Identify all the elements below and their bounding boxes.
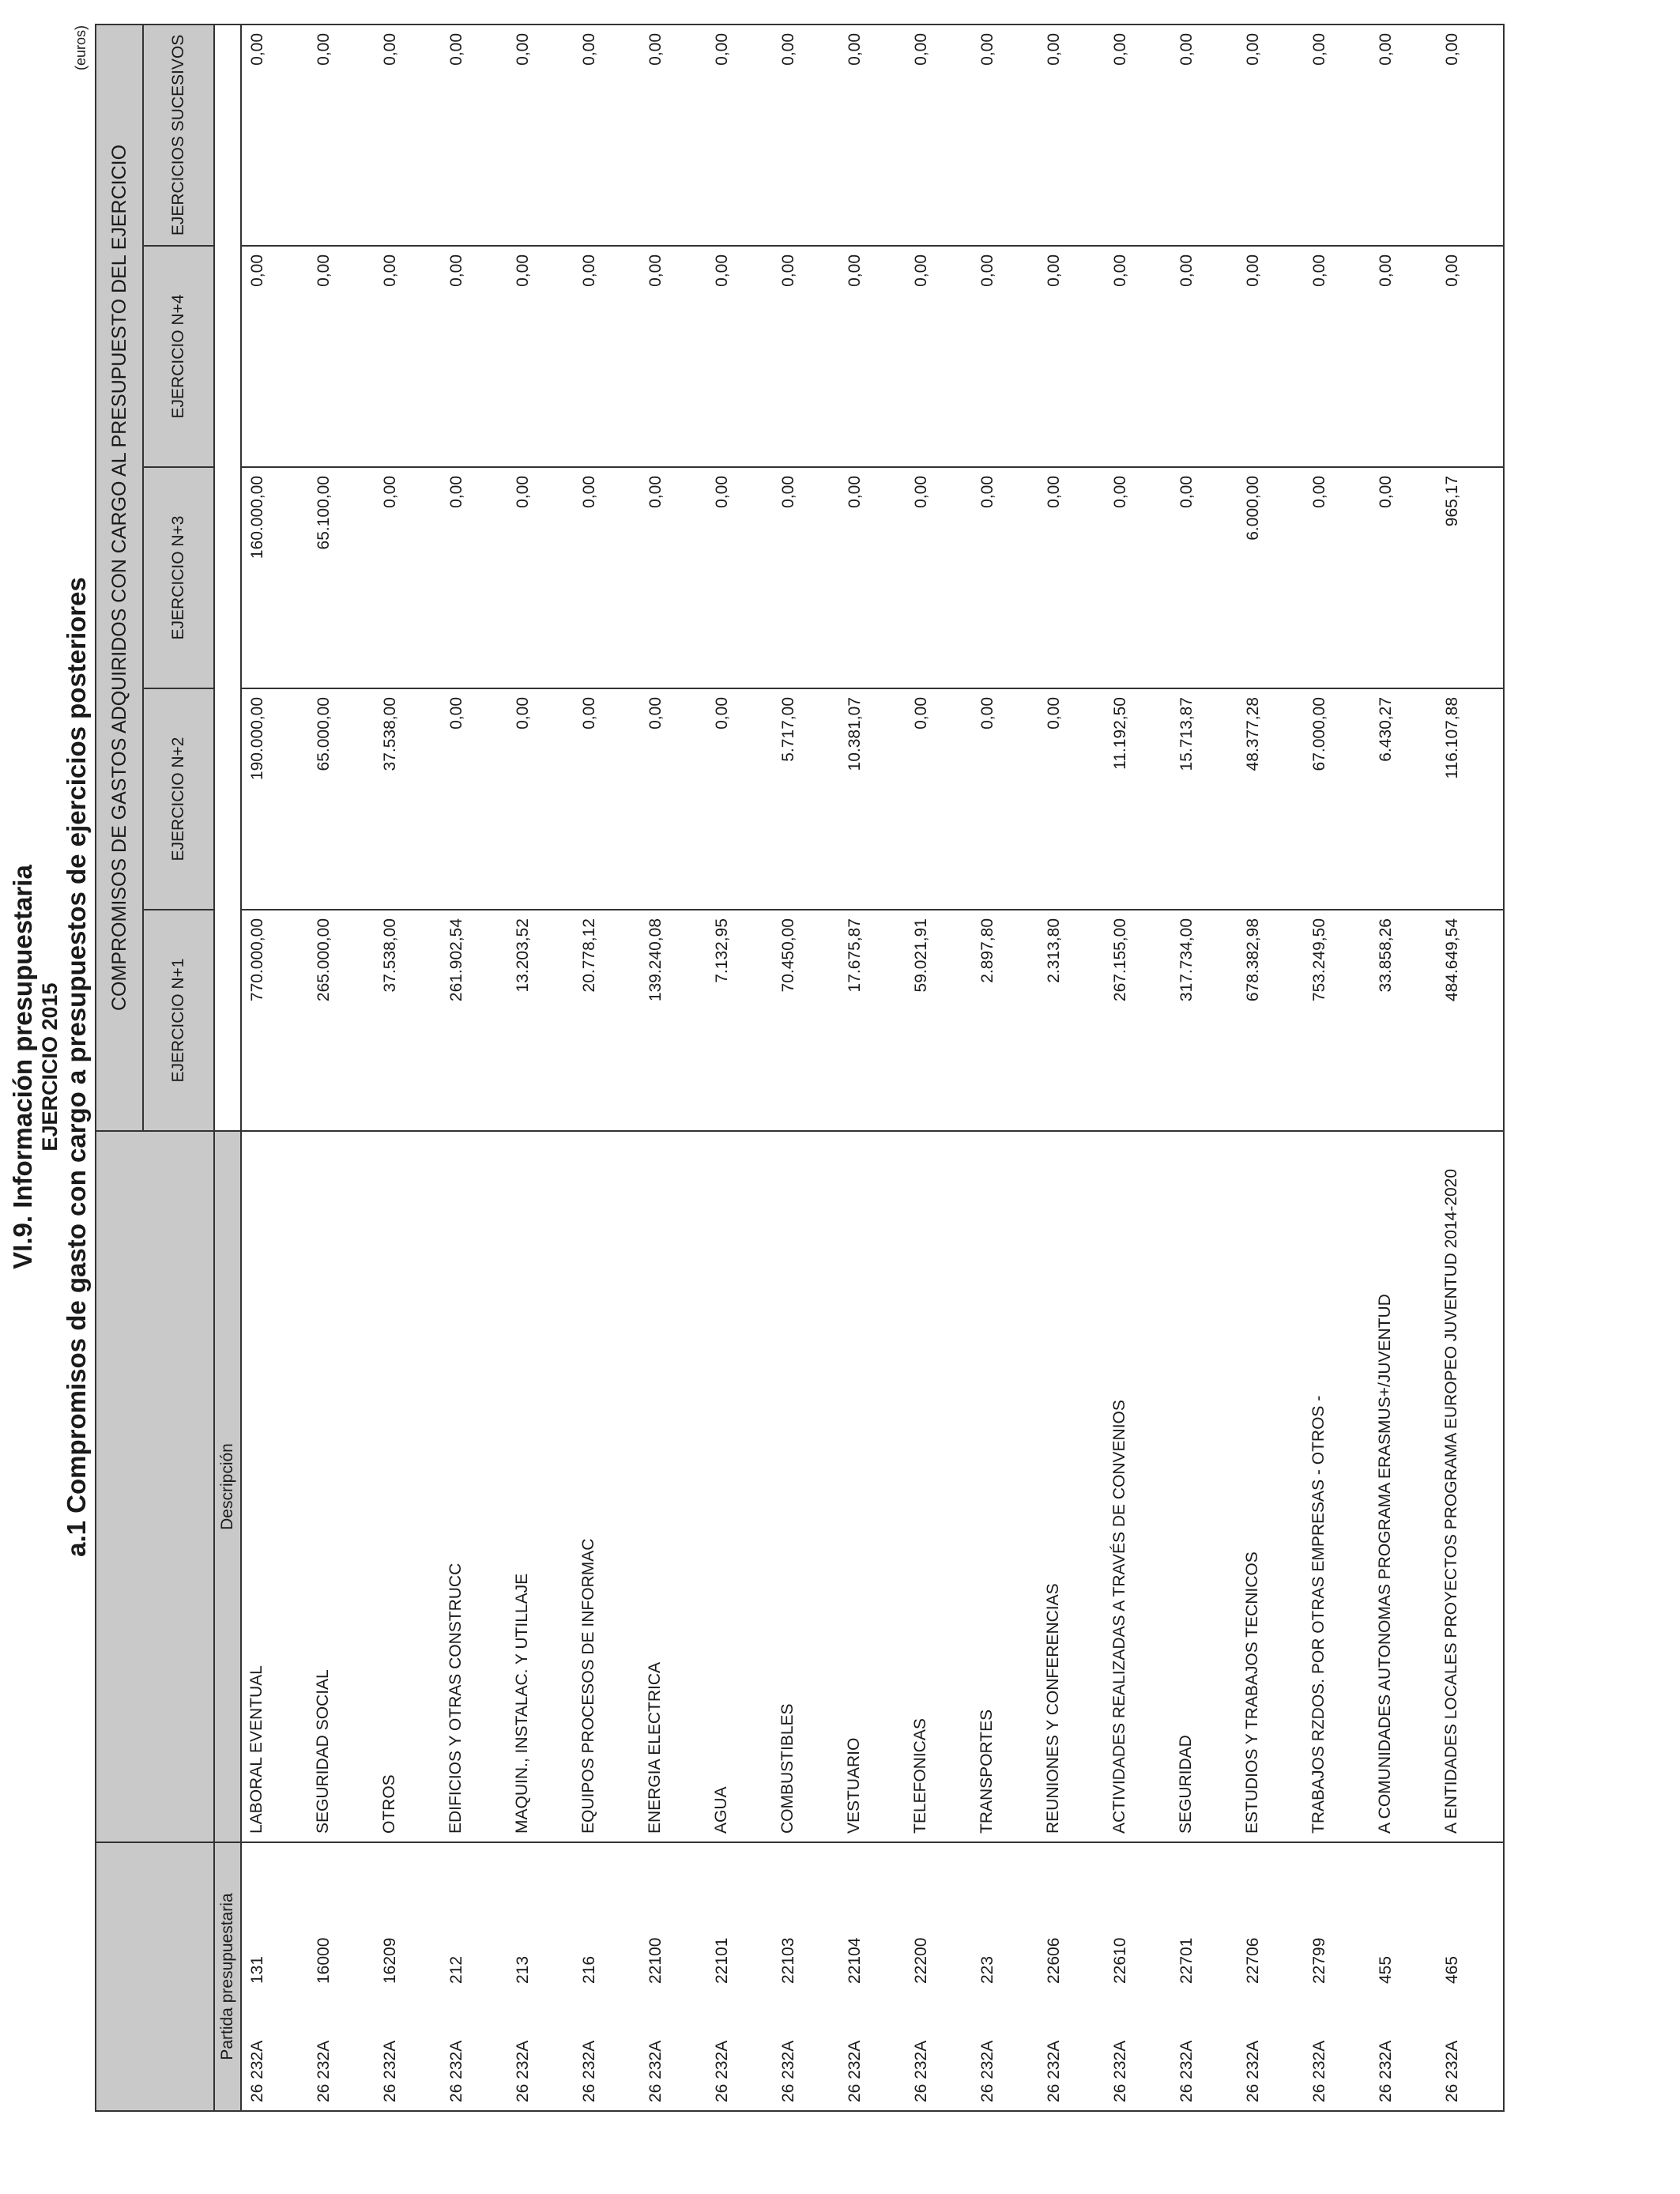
cell-partida [839, 1842, 906, 2111]
cell-n2: 0,00 [507, 688, 574, 910]
cell-sucesivos: 0,00 [574, 25, 640, 246]
partida-program: 26 232A [447, 2040, 465, 2102]
cell-n4: 0,00 [773, 246, 839, 467]
partida-program: 26 232A [846, 2040, 864, 2102]
partida-program: 26 232A [248, 2040, 266, 2102]
cell-partida [972, 1842, 1038, 2111]
cell-n2: 0,00 [906, 688, 972, 910]
cell-n4: 0,00 [441, 246, 507, 467]
cell-n2: 5.717,00 [773, 688, 839, 910]
partida-subconcept: 216 [580, 1955, 598, 1984]
cell-descripcion: REUNIONES Y CONFERENCIAS [1038, 1131, 1105, 1842]
table-row [375, 25, 441, 2111]
cell-n4: 0,00 [972, 246, 1038, 467]
cell-descripcion: A COMUNIDADES AUTONOMAS PROGRAMA ERASMUS+/JUVENTUD [1370, 1131, 1437, 1842]
table-row [640, 25, 706, 2111]
table-row [507, 25, 574, 2111]
cell-sucesivos: 0,00 [972, 25, 1038, 246]
cell-descripcion: TRANSPORTES [972, 1131, 1038, 1842]
partida-subconcept: 22706 [1244, 1937, 1262, 1984]
cell-n1: 484.649,54 [1437, 910, 1504, 1131]
cell-n3: 0,00 [441, 467, 507, 688]
table-row [972, 25, 1038, 2111]
cell-descripcion: ENERGIA ELECTRICA [640, 1131, 706, 1842]
cell-n3: 0,00 [839, 467, 906, 688]
cell-partida [574, 1842, 640, 2111]
cell-n2: 67.000,00 [1304, 688, 1370, 910]
cell-n3: 0,00 [574, 467, 640, 688]
cell-n1: 139.240,08 [640, 910, 706, 1131]
cell-sucesivos: 0,00 [308, 25, 375, 246]
header-partida-blank [96, 1842, 214, 2111]
cell-partida [1370, 1842, 1437, 2111]
cell-n2: 0,00 [706, 688, 773, 910]
cell-n4: 0,00 [1304, 246, 1370, 467]
cell-partida [640, 1842, 706, 2111]
partida-program: 26 232A [1177, 2040, 1196, 2102]
table-row [1171, 25, 1237, 2111]
cell-partida [906, 1842, 972, 2111]
partida-subconcept: 212 [447, 1955, 465, 1984]
cell-partida [1304, 1842, 1370, 2111]
cell-n2: 0,00 [1038, 688, 1105, 910]
cell-n1: 2.313,80 [1038, 910, 1105, 1131]
cell-n1: 59.021,91 [906, 910, 972, 1131]
cell-partida [308, 1842, 375, 2111]
partida-program: 26 232A [514, 2040, 532, 2102]
header-descripcion: Descripción [214, 1131, 241, 1842]
cell-n3: 0,00 [507, 467, 574, 688]
cell-n4: 0,00 [1171, 246, 1237, 467]
table-row [441, 25, 507, 2111]
partida-program: 26 232A [646, 2040, 665, 2102]
cell-n3: 160.000,00 [241, 467, 308, 688]
cell-n3: 0,00 [1370, 467, 1437, 688]
table-row [1105, 25, 1171, 2111]
cell-descripcion: AGUA [706, 1131, 773, 1842]
cell-sucesivos: 0,00 [1038, 25, 1105, 246]
partida-subconcept: 22701 [1177, 1937, 1196, 1984]
cell-n4: 0,00 [1105, 246, 1171, 467]
page-title: VI.9. Información presupuestaria [8, 865, 37, 1269]
cell-n3: 0,00 [906, 467, 972, 688]
partida-program: 26 232A [1377, 2040, 1395, 2102]
cell-partida [773, 1842, 839, 2111]
table-row [1237, 25, 1304, 2111]
header-sucesivos: EJERCICIOS SUCESIVOS [143, 25, 214, 246]
header-n3: EJERCICIO N+3 [143, 467, 214, 688]
cell-n4: 0,00 [375, 246, 441, 467]
cell-n1: 20.778,12 [574, 910, 640, 1131]
cell-n4: 0,00 [507, 246, 574, 467]
cell-n4: 0,00 [706, 246, 773, 467]
cell-descripcion: COMBUSTIBLES [773, 1131, 839, 1842]
cell-n1: 678.382,98 [1237, 910, 1304, 1131]
cell-descripcion: TRABAJOS RZDOS. POR OTRAS EMPRESAS - OTROS - [1304, 1131, 1370, 1842]
table-row [773, 25, 839, 2111]
cell-n4: 0,00 [1237, 246, 1304, 467]
partida-program: 26 232A [779, 2040, 797, 2102]
table-row [706, 25, 773, 2111]
cell-n2: 6.430,27 [1370, 688, 1437, 910]
table-row [1370, 25, 1437, 2111]
header-n2: EJERCICIO N+2 [143, 688, 214, 910]
cell-sucesivos: 0,00 [839, 25, 906, 246]
table-row [906, 25, 972, 2111]
header-spacer [214, 25, 241, 1131]
partida-program: 26 232A [580, 2040, 598, 2102]
cell-descripcion: A ENTIDADES LOCALES PROYECTOS PROGRAMA EUROPEO JUVENTUD 2014-2020 [1437, 1131, 1504, 1842]
partida-program: 26 232A [1111, 2040, 1129, 2102]
partida-subconcept: 22799 [1310, 1937, 1328, 1984]
cell-sucesivos: 0,00 [1171, 25, 1237, 246]
cell-n3: 0,00 [1105, 467, 1171, 688]
cell-n3: 0,00 [1304, 467, 1370, 688]
page-subtitle: a.1 Compromisos de gasto con cargo a presupuestos de ejercicios posteriores [62, 577, 91, 1557]
cell-n2: 0,00 [441, 688, 507, 910]
cell-sucesivos: 0,00 [640, 25, 706, 246]
cell-descripcion: LABORAL EVENTUAL [241, 1131, 308, 1842]
cell-n2: 48.377,28 [1237, 688, 1304, 910]
cell-n1: 13.203,52 [507, 910, 574, 1131]
partida-subconcept: 22104 [846, 1937, 864, 1984]
partida-subconcept: 223 [978, 1955, 996, 1984]
cell-sucesivos: 0,00 [1237, 25, 1304, 246]
partida-program: 26 232A [713, 2040, 731, 2102]
partida-program: 26 232A [978, 2040, 996, 2102]
cell-n3: 0,00 [1038, 467, 1105, 688]
partida-subconcept: 465 [1443, 1955, 1461, 1984]
cell-partida [507, 1842, 574, 2111]
partida-subconcept: 22606 [1045, 1937, 1063, 1984]
partida-program: 26 232A [1443, 2040, 1461, 2102]
cell-n4: 0,00 [241, 246, 308, 467]
table-row [1038, 25, 1105, 2111]
cell-n1: 17.675,87 [839, 910, 906, 1131]
table-body [241, 25, 1504, 2111]
cell-partida [1437, 1842, 1504, 2111]
page-year: EJERCICIO 2015 [38, 982, 62, 1152]
cell-partida [1105, 1842, 1171, 2111]
header-n1: EJERCICIO N+1 [143, 910, 214, 1131]
cell-n1: 753.249,50 [1304, 910, 1370, 1131]
cell-descripcion: ESTUDIOS Y TRABAJOS TECNICOS [1237, 1131, 1304, 1842]
table-row [574, 25, 640, 2111]
cell-descripcion: MAQUIN., INSTALAC. Y UTILLAJE [507, 1131, 574, 1842]
cell-n3: 0,00 [706, 467, 773, 688]
cell-n2: 0,00 [640, 688, 706, 910]
partida-program: 26 232A [381, 2040, 399, 2102]
cell-descripcion: SEGURIDAD SOCIAL [308, 1131, 375, 1842]
cell-n2: 37.538,00 [375, 688, 441, 910]
table-row [241, 25, 308, 2111]
cell-partida [706, 1842, 773, 2111]
cell-partida [1038, 1842, 1105, 2111]
cell-sucesivos: 0,00 [375, 25, 441, 246]
cell-n2: 11.192,50 [1105, 688, 1171, 910]
header-group: COMPROMISOS DE GASTOS ADQUIRIDOS CON CARGO AL PRESUPUESTO DEL EJERCICIO [96, 25, 143, 1131]
cell-n3: 0,00 [972, 467, 1038, 688]
cell-n1: 317.734,00 [1171, 910, 1237, 1131]
cell-sucesivos: 0,00 [1437, 25, 1504, 246]
cell-sucesivos: 0,00 [241, 25, 308, 246]
partida-program: 26 232A [912, 2040, 930, 2102]
cell-n1: 70.450,00 [773, 910, 839, 1131]
partida-subconcept: 131 [248, 1955, 266, 1984]
cell-descripcion: EQUIPOS PROCESOS DE INFORMAC [574, 1131, 640, 1842]
cell-sucesivos: 0,00 [706, 25, 773, 246]
cell-n3: 0,00 [640, 467, 706, 688]
cell-partida [241, 1842, 308, 2111]
cell-n1: 770.000,00 [241, 910, 308, 1131]
cell-partida [1237, 1842, 1304, 2111]
cell-sucesivos: 0,00 [773, 25, 839, 246]
partida-subconcept: 455 [1377, 1955, 1395, 1984]
partida-subconcept: 22200 [912, 1937, 930, 1984]
cell-n3: 965,17 [1437, 467, 1504, 688]
cell-descripcion: VESTUARIO [839, 1131, 906, 1842]
table-row [839, 25, 906, 2111]
partida-subconcept: 16209 [381, 1937, 399, 1984]
cell-n2: 190.000,00 [241, 688, 308, 910]
partida-program: 26 232A [1310, 2040, 1328, 2102]
cell-n1: 33.858,26 [1370, 910, 1437, 1131]
partida-program: 26 232A [1244, 2040, 1262, 2102]
cell-sucesivos: 0,00 [1304, 25, 1370, 246]
cell-descripcion: EDIFICIOS Y OTRAS CONSTRUCC [441, 1131, 507, 1842]
partida-subconcept: 22101 [713, 1937, 731, 1984]
partida-subconcept: 22610 [1111, 1937, 1129, 1984]
cell-sucesivos: 0,00 [1370, 25, 1437, 246]
cell-sucesivos: 0,00 [1105, 25, 1171, 246]
cell-n4: 0,00 [308, 246, 375, 467]
header-n4: EJERCICIO N+4 [143, 246, 214, 467]
cell-sucesivos: 0,00 [507, 25, 574, 246]
cell-n1: 261.902,54 [441, 910, 507, 1131]
cell-descripcion: TELEFONICAS [906, 1131, 972, 1842]
partida-subconcept: 22100 [646, 1937, 665, 1984]
cell-partida [375, 1842, 441, 2111]
cell-n4: 0,00 [1437, 246, 1504, 467]
cell-partida [441, 1842, 507, 2111]
partida-subconcept: 16000 [315, 1937, 333, 1984]
cell-n2: 65.000,00 [308, 688, 375, 910]
table-row [1304, 25, 1370, 2111]
cell-n1: 2.897,80 [972, 910, 1038, 1131]
cell-n1: 267.155,00 [1105, 910, 1171, 1131]
cell-n1: 7.132,95 [706, 910, 773, 1131]
table-row [1437, 25, 1504, 2111]
table-row [308, 25, 375, 2111]
cell-descripcion: ACTIVIDADES REALIZADAS A TRAVÉS DE CONVENIOS [1105, 1131, 1171, 1842]
cell-n3: 6.000,00 [1237, 467, 1304, 688]
partida-program: 26 232A [315, 2040, 333, 2102]
cell-descripcion: OTROS [375, 1131, 441, 1842]
cell-n1: 37.538,00 [375, 910, 441, 1131]
cell-n2: 0,00 [972, 688, 1038, 910]
cell-n2: 116.107,88 [1437, 688, 1504, 910]
cell-n4: 0,00 [1038, 246, 1105, 467]
cell-sucesivos: 0,00 [906, 25, 972, 246]
cell-n4: 0,00 [574, 246, 640, 467]
cell-partida [1171, 1842, 1237, 2111]
cell-n4: 0,00 [1370, 246, 1437, 467]
cell-n3: 0,00 [375, 467, 441, 688]
cell-n4: 0,00 [906, 246, 972, 467]
partida-program: 26 232A [1045, 2040, 1063, 2102]
cell-n2: 0,00 [574, 688, 640, 910]
cell-n4: 0,00 [640, 246, 706, 467]
commitments-table [95, 24, 1505, 2112]
cell-n3: 0,00 [773, 467, 839, 688]
cell-n3: 65.100,00 [308, 467, 375, 688]
cell-n4: 0,00 [839, 246, 906, 467]
partida-subconcept: 213 [514, 1955, 532, 1984]
units-label: (euros) [73, 25, 89, 71]
partida-subconcept: 22103 [779, 1937, 797, 1984]
cell-sucesivos: 0,00 [441, 25, 507, 246]
cell-n1: 265.000,00 [308, 910, 375, 1131]
cell-n3: 0,00 [1171, 467, 1237, 688]
cell-n2: 15.713,87 [1171, 688, 1237, 910]
cell-n2: 10.381,07 [839, 688, 906, 910]
header-partida: Partida presupuestaria [214, 1842, 241, 2111]
header-descripcion-blank [96, 1131, 214, 1842]
cell-descripcion: SEGURIDAD [1171, 1131, 1237, 1842]
